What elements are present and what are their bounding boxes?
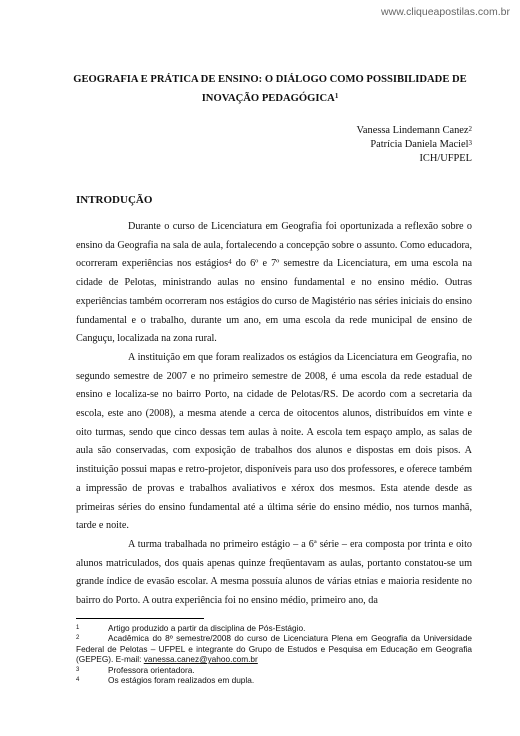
body-text xyxy=(76,218,472,611)
section-heading: INTRODUÇÃO xyxy=(76,194,153,206)
footnote-2: 2 Acadêmica do 8º semestre/2008 do curso de Licenciatura Plena em Geografia da Universidade Federal de Pelotas – UFPEL e integrante do Grupo de Estudos e Pesquisa em Educação em Geografia (GEPEG). E-mail: vanessa.canez@yahoo.com.br xyxy=(76,633,472,665)
document-title xyxy=(60,70,480,108)
author-affiliation: ICH/UFPEL xyxy=(419,153,472,164)
paragraph-3: A turma trabalhada no primeiro estágio – a 6ª série – era composta por trinta e oito alunos matriculados, dos quais apenas quinze freqüentavam as aulas, portanto constatou-se um grande índice de evasão escolar. A mesma possuía alunos de várias etnias e maioria residente no bairro do Porto. A outra experiência foi no ensino médio, primeiro ano, da xyxy=(76,538,472,607)
footnote-divider xyxy=(76,618,204,619)
title-line-1: GEOGRAFIA E PRÁTICA DE ENSINO: O DIÁLOGO COMO POSSIBILIDADE DE xyxy=(73,74,467,85)
watermark: www.cliqueapostilas.com.br xyxy=(381,6,510,18)
footnote-1: 1 Artigo produzido a partir da disciplina de Pós-Estágio. xyxy=(76,623,306,633)
paragraph-1: Durante o curso de Licenciatura em Geografia foi oportunizada a reflexão sobre o ensino da Geografia na sala de aula, fortalecendo a concepção sobre o assunto. Como educadora, ocorreram experiências nos estágios$^4$ do 6º e 7º semestre da Licenciatura, em uma escola na cidade de Pelotas, ministrando aulas no ensino fundamental e no ensino médio. Outras experiências também ocorreram nos estágios do curso de Magistério nas séries iniciais do ensino fundamental e o trabalho, durante um ano, em uma escola da rede municipal de ensino de Canguçu, localizada na zona rural. xyxy=(76,221,472,345)
footnotes xyxy=(76,623,472,685)
paragraph-2: A instituição em que foram realizados os estágios da Licenciatura em Geografia, no segundo semestre de 2007 e no primeiro semestre de 2008, é uma escola da rede estadual de ensino e localiza-se no bairro Porto, na cidade de Pelotas/RS. De acordo com a secretaria da escola, este ano (2008), a mesma atende a cerca de oitocentos alunos, distribuídos em vinte e oito turmas, sendo que cinco dessas tem aulas à noite. A escola tem espaço amplo, as salas de aula são conservadas, com exposição de trabalhos dos alunos e dispostas em dois pisos. A instituição possui mapas e retro-projetor, disponíveis para uso dos professores, e oferece também a impressão de provas e trabalhos avaliativos e xérox dos mesmos. Esta atende desde as primeiras séries do ensino fundamental até a última série do ensino médio, nos turnos manhã, tarde e noite. xyxy=(76,351,472,532)
title-line-2: INOVAÇÃO PEDAGÓGICA$^1$ xyxy=(201,92,339,104)
footnote-3: 3 Professora orientadora. xyxy=(76,664,195,675)
email-link[interactable]: vanessa.canez@yahoo.com.br xyxy=(143,654,258,665)
authors-block xyxy=(357,124,472,166)
author-2: Patrícia Daniela Maciel$^3$ xyxy=(370,139,472,150)
author-1: Vanessa Lindemann Canez$^2$ xyxy=(356,125,472,136)
title-footnote-mark: 1 xyxy=(334,92,339,100)
footnote-4: 4 Os estágios foram realizados em dupla. xyxy=(76,675,255,686)
